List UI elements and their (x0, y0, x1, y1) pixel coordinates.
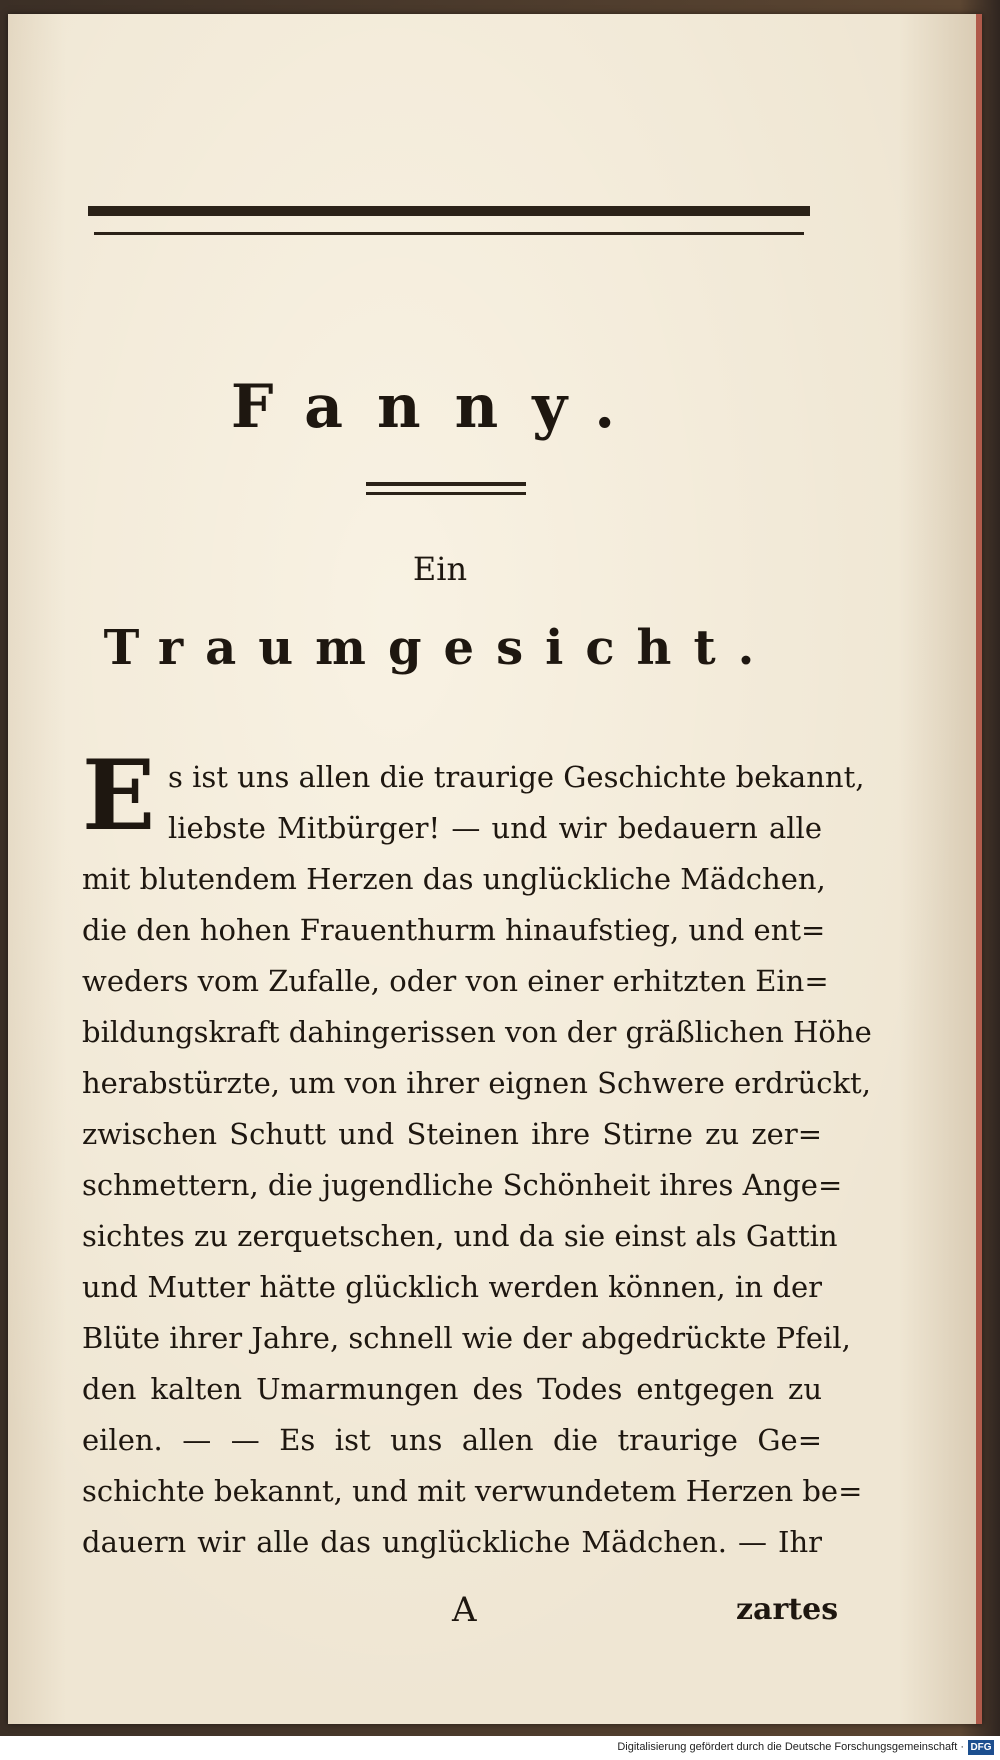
body-text (82, 752, 872, 1568)
dfg-logo: DFG (968, 1740, 994, 1755)
text-line: mit blutendem Herzen das unglückliche Mädchen, (82, 862, 826, 896)
footer-credit: Digitalisierung gefördert durch die Deutsche Forschungsgemeinschaft · (617, 1741, 964, 1753)
text-line: den kalten Umarmungen des Todes entgegen zu (82, 1372, 822, 1406)
subtitle-line-1: Ein (412, 550, 468, 588)
drop-cap: E (82, 739, 156, 852)
text-line: herabstürzte, um von ihrer eignen Schwere erdrückt, (82, 1066, 871, 1100)
text-line: zwischen Schutt und Steinen ihre Stirne zu zer= (82, 1117, 822, 1151)
header-rule-thin (94, 232, 804, 235)
text-line: Blüte ihrer Jahre, schnell wie der abgedrückte Pfeil, (82, 1321, 851, 1355)
text-line: dauern wir alle das unglückliche Mädchen. — Ihr (82, 1525, 822, 1559)
title-rule-upper (366, 482, 526, 486)
header-rule-thick (88, 206, 810, 216)
text-line: liebste Mitbürger! — und wir bedauern alle (168, 811, 822, 845)
text-line: die den hohen Frauenthurm hinaufstieg, und ent= (82, 913, 826, 947)
text-line: weders vom Zufalle, oder von einer erhitzten Ein= (82, 964, 829, 998)
text-line: schichte bekannt, und mit verwundetem Herzen be= (82, 1474, 863, 1508)
text-line: bildungskraft dahingerissen von der gräßlichen Höhe (82, 1015, 872, 1049)
text-line: s ist uns allen die traurige Geschichte bekannt, (168, 760, 865, 794)
page-title: Fanny. (230, 372, 650, 442)
text-line: sichtes zu zerquetschen, und da sie einst als Gattin (82, 1219, 838, 1253)
title-rule-lower (366, 492, 526, 495)
catchword: zartes (736, 1592, 839, 1627)
text-line: schmettern, die jugendliche Schönheit ihres Ange= (82, 1168, 843, 1202)
text-line: eilen. — — Es ist uns allen die traurige Ge= (82, 1423, 822, 1457)
subtitle-line-2: Traumgesicht. (103, 620, 777, 676)
text-line: und Mutter hätte glücklich werden können, in der (82, 1270, 822, 1304)
signature-mark: A (452, 1590, 477, 1630)
